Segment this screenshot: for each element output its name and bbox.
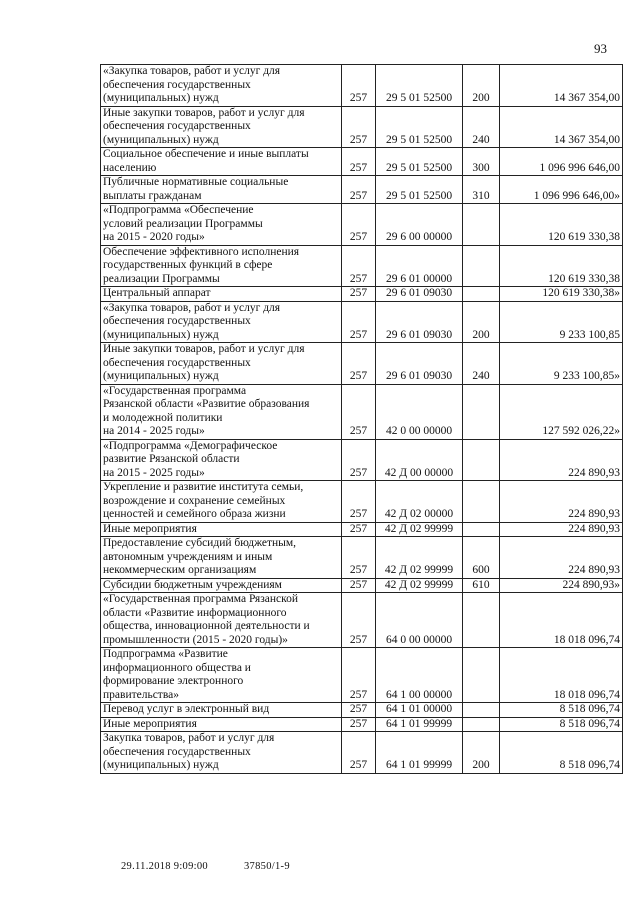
row-expense-type	[463, 245, 500, 287]
row-expense-type: 240	[463, 106, 500, 148]
row-department-code: 257	[342, 204, 376, 246]
row-target-article: 42 Д 02 99999	[376, 578, 463, 593]
table-row	[101, 481, 623, 523]
table-row	[101, 245, 623, 287]
row-amount: 1 096 996 646,00	[500, 148, 623, 176]
row-expense-type	[463, 522, 500, 537]
row-name-cell: «Государственная программа Рязанской области «Развитие образования и молодежной политики на 2014 - 2025 годы»	[101, 384, 342, 439]
table-row	[101, 439, 623, 481]
row-target-article: 42 0 00 00000	[376, 384, 463, 439]
row-target-article: 29 6 01 00000	[376, 245, 463, 287]
row-expense-type	[463, 717, 500, 732]
row-name-cell: Публичные нормативные социальные выплаты гражданам	[101, 176, 342, 204]
row-department-code: 257	[342, 481, 376, 523]
row-department-code: 257	[342, 148, 376, 176]
row-amount: 1 096 996 646,00»	[500, 176, 623, 204]
table-row	[101, 301, 623, 343]
row-department-code: 257	[342, 537, 376, 579]
row-department-code: 257	[342, 703, 376, 718]
row-department-code: 257	[342, 439, 376, 481]
row-expense-type: 240	[463, 343, 500, 385]
table-row	[101, 522, 623, 537]
row-expense-type	[463, 481, 500, 523]
row-amount: 14 367 354,00	[500, 65, 623, 107]
footer-date: 29.11.2018 9:09:00	[121, 861, 208, 872]
row-name-cell: Закупка товаров, работ и услуг для обеспечения государственных (муниципальных) нужд	[101, 732, 342, 774]
row-amount: 224 890,93»	[500, 578, 623, 593]
row-department-code: 257	[342, 106, 376, 148]
row-name-cell: Предоставление субсидий бюджетным, автономным учреждениям и иным некоммерческим организациям	[101, 537, 342, 579]
row-amount: 224 890,93	[500, 439, 623, 481]
row-expense-type	[463, 703, 500, 718]
table-row	[101, 703, 623, 718]
row-department-code: 257	[342, 384, 376, 439]
table-row	[101, 384, 623, 439]
row-name-cell: «Закупка товаров, работ и услуг для обеспечения государственных (муниципальных) нужд	[101, 301, 342, 343]
row-amount: 120 619 330,38	[500, 245, 623, 287]
row-amount: 127 592 026,22»	[500, 384, 623, 439]
row-department-code: 257	[342, 343, 376, 385]
row-target-article: 29 5 01 52500	[376, 106, 463, 148]
row-expense-type: 200	[463, 732, 500, 774]
row-target-article: 29 6 01 09030	[376, 287, 463, 302]
row-name-cell: Обеспечение эффективного исполнения государственных функций в сфере реализации Программы	[101, 245, 342, 287]
row-target-article: 29 5 01 52500	[376, 176, 463, 204]
row-expense-type	[463, 439, 500, 481]
row-expense-type	[463, 593, 500, 648]
row-target-article: 42 Д 02 99999	[376, 537, 463, 579]
row-department-code: 257	[342, 301, 376, 343]
row-target-article: 64 1 00 00000	[376, 648, 463, 703]
row-department-code: 257	[342, 245, 376, 287]
table-row	[101, 593, 623, 648]
page-number: 93	[594, 41, 607, 56]
row-name-cell: «Подпрограмма «Демографическое развитие Рязанской области на 2015 - 2025 годы»	[101, 439, 342, 481]
row-name-cell: Субсидии бюджетным учреждениям	[101, 578, 342, 593]
row-expense-type	[463, 204, 500, 246]
budget-table	[100, 64, 623, 774]
row-target-article: 64 1 01 99999	[376, 717, 463, 732]
row-name-cell: Центральный аппарат	[101, 287, 342, 302]
row-target-article: 64 1 01 00000	[376, 703, 463, 718]
row-expense-type: 300	[463, 148, 500, 176]
row-target-article: 42 Д 00 00000	[376, 439, 463, 481]
row-target-article: 29 5 01 52500	[376, 65, 463, 107]
row-department-code: 257	[342, 176, 376, 204]
row-name-cell: Социальное обеспечение и иные выплаты населению	[101, 148, 342, 176]
row-amount: 8 518 096,74	[500, 732, 623, 774]
row-target-article: 42 Д 02 99999	[376, 522, 463, 537]
row-target-article: 42 Д 02 00000	[376, 481, 463, 523]
row-amount: 224 890,93	[500, 522, 623, 537]
budget-table-body	[101, 65, 623, 774]
row-name-cell: «Государственная программа Рязанской области «Развитие информационного общества, инновационной деятельности и промышленности (2015 - 2020 годы)»	[101, 593, 342, 648]
row-expense-type: 310	[463, 176, 500, 204]
row-target-article: 64 1 01 99999	[376, 732, 463, 774]
row-department-code: 257	[342, 287, 376, 302]
table-row	[101, 287, 623, 302]
row-amount: 8 518 096,74	[500, 703, 623, 718]
row-name-cell: «Подпрограмма «Обеспечение условий реализации Программы на 2015 - 2020 годы»	[101, 204, 342, 246]
row-department-code: 257	[342, 717, 376, 732]
row-amount: 224 890,93	[500, 537, 623, 579]
row-expense-type: 610	[463, 578, 500, 593]
row-amount: 14 367 354,00	[500, 106, 623, 148]
table-row	[101, 65, 623, 107]
table-row	[101, 204, 623, 246]
table-row	[101, 148, 623, 176]
row-department-code: 257	[342, 522, 376, 537]
row-name-cell: Иные мероприятия	[101, 522, 342, 537]
table-row	[101, 343, 623, 385]
row-amount: 120 619 330,38	[500, 204, 623, 246]
table-row	[101, 732, 623, 774]
row-expense-type: 200	[463, 65, 500, 107]
row-name-cell: «Закупка товаров, работ и услуг для обеспечения государственных (муниципальных) нужд	[101, 65, 342, 107]
row-name-cell: Укрепление и развитие института семьи, возрождение и сохранение семейных ценностей и семейного образа жизни	[101, 481, 342, 523]
row-target-article: 29 5 01 52500	[376, 148, 463, 176]
row-department-code: 257	[342, 65, 376, 107]
footer-document-code: 37850/1-9	[244, 861, 290, 872]
table-row	[101, 578, 623, 593]
row-amount: 120 619 330,38»	[500, 287, 623, 302]
row-amount: 9 233 100,85	[500, 301, 623, 343]
row-name-cell: Перевод услуг в электронный вид	[101, 703, 342, 718]
table-row	[101, 717, 623, 732]
table-row	[101, 648, 623, 703]
row-amount: 224 890,93	[500, 481, 623, 523]
row-target-article: 29 6 01 09030	[376, 301, 463, 343]
row-name-cell: Иные закупки товаров, работ и услуг для обеспечения государственных (муниципальных) нужд	[101, 106, 342, 148]
row-department-code: 257	[342, 648, 376, 703]
table-row	[101, 176, 623, 204]
row-target-article: 29 6 00 00000	[376, 204, 463, 246]
row-department-code: 257	[342, 578, 376, 593]
row-department-code: 257	[342, 732, 376, 774]
row-name-cell: Подпрограмма «Развитие информационного общества и формирование электронного правительства»	[101, 648, 342, 703]
row-expense-type	[463, 287, 500, 302]
row-target-article: 64 0 00 00000	[376, 593, 463, 648]
row-amount: 9 233 100,85»	[500, 343, 623, 385]
table-row	[101, 106, 623, 148]
row-amount: 8 518 096,74	[500, 717, 623, 732]
row-name-cell: Иные закупки товаров, работ и услуг для обеспечения государственных (муниципальных) нужд	[101, 343, 342, 385]
row-target-article: 29 6 01 09030	[376, 343, 463, 385]
row-name-cell: Иные мероприятия	[101, 717, 342, 732]
table-row	[101, 537, 623, 579]
row-department-code: 257	[342, 593, 376, 648]
row-expense-type: 600	[463, 537, 500, 579]
row-amount: 18 018 096,74	[500, 593, 623, 648]
row-expense-type	[463, 648, 500, 703]
row-expense-type	[463, 384, 500, 439]
row-amount: 18 018 096,74	[500, 648, 623, 703]
row-expense-type: 200	[463, 301, 500, 343]
